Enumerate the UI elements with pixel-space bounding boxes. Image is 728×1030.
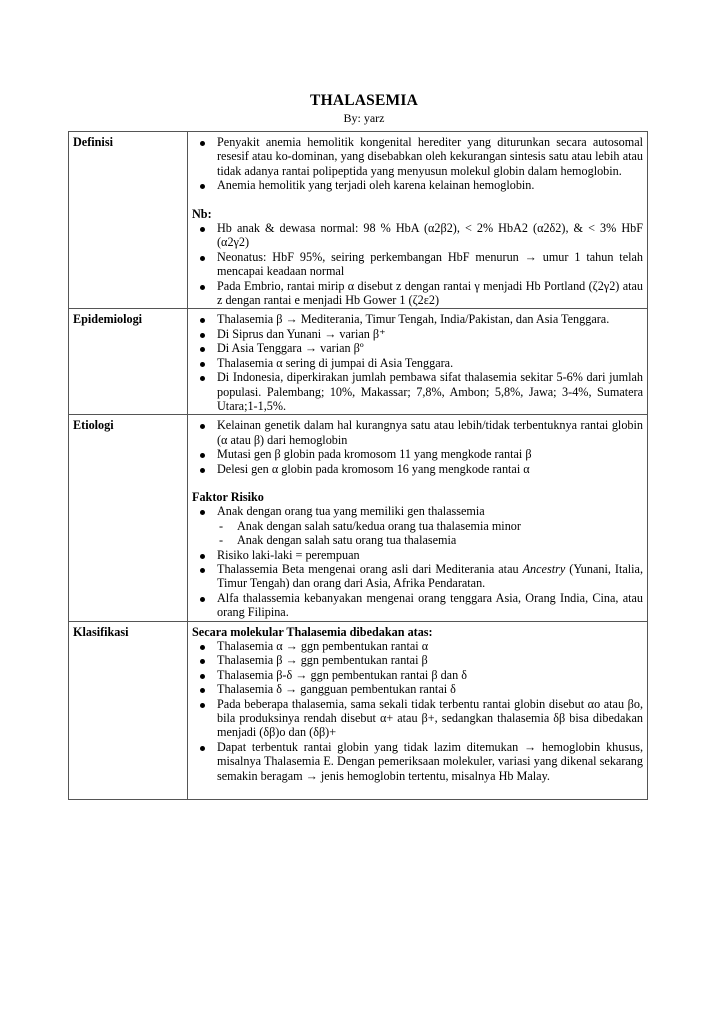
list-item: Thalasemia α → ggn pembentukan rantai α xyxy=(192,639,643,653)
list-item: Pada Embrio, rantai mirip α disebut z dengan rantai γ menjadi Hb Portland (ζ2γ2) atau z dengan rantai e menjadi Hb Gower 1 (ζ2ε2) xyxy=(192,279,643,308)
epidemiologi-list xyxy=(192,312,643,413)
risk-heading: Faktor Risiko xyxy=(192,489,264,504)
risk-text-a: Thalassemia Beta mengenai orang asli dari Mediterania atau xyxy=(217,561,523,576)
risk-sub-list xyxy=(217,519,643,548)
risk-text-b: (Yunani, Italia, Timur Tengah) dan orang dari Asia, Afrika Pendaratan. xyxy=(217,561,644,591)
etiologi-list xyxy=(192,418,643,476)
list-item: Thalasemia β → Mediterania, Timur Tengah, India/Pakistan, dan Asia Tenggara. xyxy=(192,312,643,326)
list-item xyxy=(192,504,643,547)
list-item: Thalasemia α sering di jumpai di Asia Tenggara. xyxy=(192,356,643,370)
list-item: Pada beberapa thalasemia, sama sekali tidak terbentu rantai globin disebut αo atau βo, bila produksinya rendah disebut α+ atau β+, sedangkan thalasemia δβ bisa dibedakan menjadi (δβ)o dan (δβ)+ xyxy=(192,697,643,740)
risk-item-text: Anak dengan orang tua yang memiliki gen thalassemia xyxy=(217,504,485,519)
list-item: Anemia hemolitik yang terjadi oleh karena kelainan hemoglobin. xyxy=(192,178,643,192)
list-item: Alfa thalassemia kebanyakan mengenai orang tenggara Asia, Orang India, Cina, atau orang Filipina. xyxy=(192,591,643,620)
label-etiologi: Etiologi xyxy=(69,415,188,621)
list-item: Hb anak & dewasa normal: 98 % HbA (α2β2), < 2% HbA2 (α2δ2), & < 3% HbF (α2γ2) xyxy=(192,221,643,250)
row-etiologi xyxy=(69,415,648,621)
risk-text-ancestry: Ancestry xyxy=(522,561,566,576)
list-item: Kelainan genetik dalam hal kurangnya satu atau lebih/tidak terbentuknya rantai globin (α atau β) dari hemoglobin xyxy=(192,418,643,447)
list-item: Thalasemia β-δ → ggn pembentukan rantai β dan δ xyxy=(192,668,643,682)
content-klasifikasi xyxy=(188,621,648,799)
list-item: Di Indonesia, diperkirakan jumlah pembawa sifat thalasemia sekitar 5-6% dari jumlah populasi. Palembang; 10%, Makassar; 7,8%, Ambon; 5,8%, Jawa; 3-4%, Sumatera Utara;1-1,5%. xyxy=(192,370,643,413)
list-item: Mutasi gen β globin pada kromosom 11 yang mengkode rantai β xyxy=(192,447,643,461)
list-item: Di Asia Tenggara → varian βº xyxy=(192,341,643,355)
document-title: THALASEMIA xyxy=(310,92,418,109)
row-epidemiologi xyxy=(69,309,648,415)
list-item: Thalasemia δ → gangguan pembentukan rantai δ xyxy=(192,682,643,696)
label-epidemiologi: Epidemiologi xyxy=(69,309,188,415)
list-item: Neonatus: HbF 95%, seiring perkembangan HbF menurun → umur 1 tahun telah mencapai keadaan normal xyxy=(192,250,643,279)
risk-list xyxy=(192,504,643,619)
content-definisi xyxy=(188,132,648,309)
row-definisi xyxy=(69,132,648,309)
author-line: By: yarz xyxy=(343,111,385,125)
klasifikasi-list xyxy=(192,639,643,783)
thalasemia-table xyxy=(68,131,648,800)
nb-heading: Nb: xyxy=(192,206,212,221)
definisi-list xyxy=(192,135,643,193)
list-item: Penyakit anemia hemolitik kongenital herediter yang diturunkan secara autosomal resesif atau ko-dominan, yang disebabkan oleh kekurangan sintesis satu atau lebih atau tidak adanya rantai polipeptida yang menyusun molekul globin dalam hemoglobin. xyxy=(192,135,643,178)
list-item: Delesi gen α globin pada kromosom 16 yang mengkode rantai α xyxy=(192,462,643,476)
list-item: Thalasemia β → ggn pembentukan rantai β xyxy=(192,653,643,667)
nb-list xyxy=(192,221,643,307)
list-item xyxy=(192,562,643,591)
content-etiologi xyxy=(188,415,648,621)
row-klasifikasi xyxy=(69,621,648,799)
klasifikasi-heading: Secara molekular Thalasemia dibedakan atas: xyxy=(192,624,433,639)
sub-list-item: - Anak dengan salah satu orang tua thalasemia xyxy=(217,533,643,547)
list-item: Dapat terbentuk rantai globin yang tidak lazim ditemukan → hemoglobin khusus, misalnya Thalasemia E. Dengan pemeriksaan molekuler, variasi yang dikenal sekarang semakin beragam → jenis hemoglobin tertentu, misalnya Hb Malay. xyxy=(192,740,643,783)
list-item: Risiko laki-laki = perempuan xyxy=(192,548,643,562)
label-klasifikasi: Klasifikasi xyxy=(69,621,188,799)
sub-list-item: - Anak dengan salah satu/kedua orang tua thalasemia minor xyxy=(217,519,643,533)
content-epidemiologi xyxy=(188,309,648,415)
list-item: Di Siprus dan Yunani → varian β⁺ xyxy=(192,327,643,341)
label-definisi: Definisi xyxy=(69,132,188,309)
